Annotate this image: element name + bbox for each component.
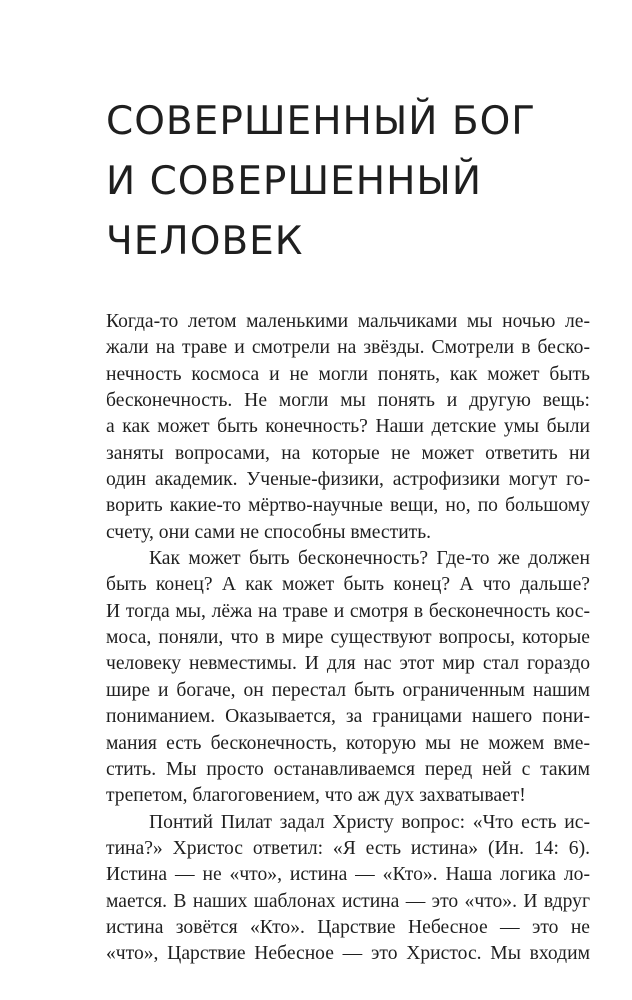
text-line: человеку невместимы. И для нас этот мир стал гораздо	[106, 653, 590, 675]
chapter-title	[106, 92, 606, 272]
text-line: Когда-то летом маленькими мальчиками мы ночью ле-	[106, 311, 590, 332]
text-line: мания есть бесконечность, которую мы не можем вме-	[106, 732, 590, 754]
chapter-title-line: И СОВЕРШЕННЫЙ	[106, 159, 482, 204]
text-line: трепетом, благоговением, что аж дух захватывает!	[106, 785, 526, 807]
text-line: жали на траве и смотрели на звёзды. Смотрели в беско-	[106, 337, 590, 359]
text-line: ворить какие-то мёртво-научные вещи, но, по большому	[106, 495, 590, 517]
text-line: пониманием. Оказывается, за границами нашего пони-	[106, 706, 590, 728]
text-line: «что», Царствие Небесное — это Христос. Мы входим	[106, 943, 590, 965]
paragraph	[106, 309, 590, 546]
text-line: заняты вопросами, на которые не может ответить ни	[106, 442, 590, 464]
text-line: стить. Мы просто останавливаемся перед ней с таким	[106, 758, 590, 780]
text-line: моса, поняли, что в мире существуют вопросы, которые	[106, 627, 590, 649]
text-line: мается. В наших шаблонах истина — это «что». И вдруг	[106, 890, 590, 912]
text-line: Истина — не «что», истина — «Кто». Наша логика ло-	[106, 864, 590, 886]
text-line: счету, они сами не способны вместить.	[106, 521, 432, 543]
text-line: быть конец? А как может быть конец? А что дальше?	[106, 574, 590, 596]
text-line: Как может быть бесконечность? Где-то же должен	[149, 548, 590, 570]
body-text	[106, 309, 590, 968]
text-line: нечность космоса и не могли понять, как может быть	[106, 363, 590, 385]
text-line: тина?» Христос ответил: «Я есть истина» (Ин. 14: 6).	[106, 837, 590, 859]
paragraph	[106, 810, 590, 968]
chapter-title-line: СОВЕРШЕННЫЙ БОГ	[106, 99, 537, 144]
text-line: а как может быть конечность? Наши детские умы были	[106, 416, 590, 438]
text-line: шире и богаче, он перестал быть ограниченным нашим	[106, 679, 590, 701]
text-line: бесконечность. Не могли мы понять и другую вещь:	[106, 390, 590, 412]
paragraph	[106, 546, 590, 809]
chapter-title-line: ЧЕЛОВЕК	[106, 219, 304, 264]
text-line: один академик. Ученые-физики, астрофизики могут го-	[106, 469, 590, 491]
text-line: И тогда мы, лёжа на траве и смотря в бесконечность кос-	[106, 600, 590, 622]
text-line: истина зовётся «Кто». Царствие Небесное — это не	[106, 916, 590, 938]
text-line: Понтий Пилат задал Христу вопрос: «Что есть ис-	[149, 811, 590, 833]
